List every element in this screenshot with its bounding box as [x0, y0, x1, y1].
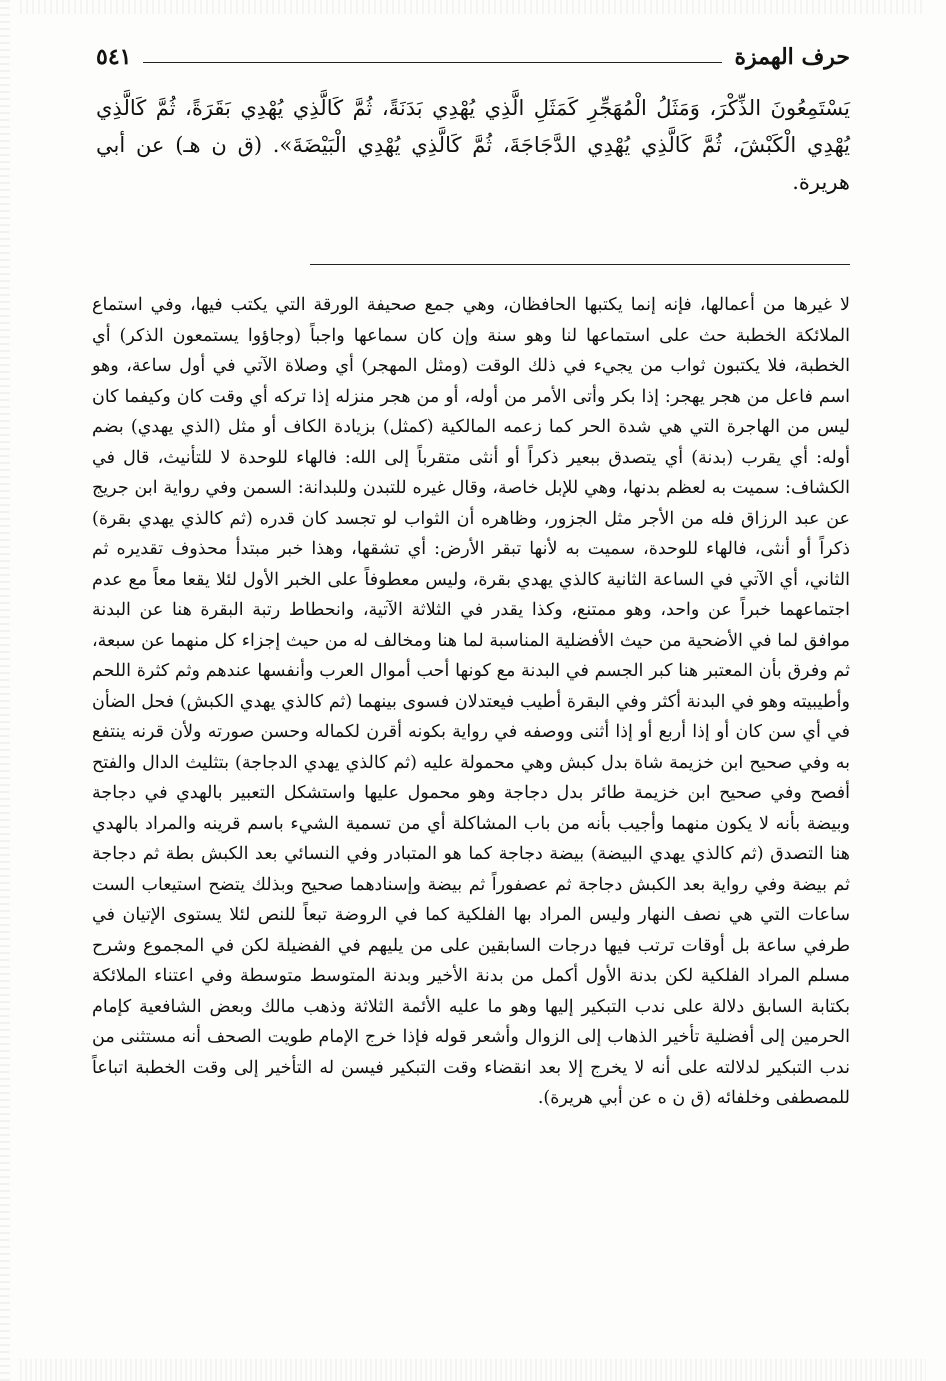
hadith-text-block	[96, 90, 850, 201]
footnote-separator	[310, 264, 850, 265]
scan-edge-top	[20, 0, 926, 14]
commentary-text: لا غيرها من أعمالها، فإنه إنما يكتبها الحافظان، وهي جمع صحيفة الورقة التي يكتب فيها، وفي استماع الملائكة الخطبة حث على استماعها لنا وهو سنة وإن كان سماعها واجباً (وجاؤوا يستمعون الذكر) أي الخطبة، فلا يكتبون ثواب من يجيء في ذلك الوقت (ومثل المهجر) أي وصلاة الآتي في أول ساعة، وهو اسم فاعل من هجر يهجر: إذا بكر وأتى الأمر من أوله، أو من هجر منزله إذا تركه أي وقت كان وكيفما كان ليس من الهاجرة التي هي شدة الحر كما زعمه المالكية (كمثل) بزيادة الكاف أو مثل (الذي يهدي) بضم أوله: أي يقرب (بدنة) أي يتصدق ببعير ذكراً أو أنثى متقرباً إلى الله: فالهاء للوحدة لا للتأنيث، قال في الكشاف: سميت به لعظم بدنها، وهي للإبل خاصة، وقال غيره للتبدن وللبدانة: السمن وفي رواية ابن جريج عن عبد الرزاق فله من الأجر مثل الجزور، وظاهره أن الثواب لو تجسد كان قدره (ثم كالذي يهدي بقرة) ذكراً أو أنثى، فالهاء للوحدة، سميت به لأنها تبقر الأرض: أي تشقها، وهذا خبر مبتدأ محذوف تقديره ثم الثاني، أي الآتي في الساعة الثانية كالذي يهدي بقرة، وليس معطوفاً على الخبر الأول لئلا يقعا معاً مع عدم اجتماعهما خبراً عن واحد، وهو ممتنع، وكذا يقدر في الثلاثة الآتية، وانحطاط رتبة البقرة هنا عن البدنة موافق لما في الأضحية من حيث الأفضلية المناسبة لما هنا ومخالف له من حيث إجزاء كل منهما عن سبعة، ثم وفرق بأن المعتبر هنا كبر الجسم في البدنة مع كونها أحب أموال العرب وأنفسها عندهم وثم كثرة اللحم وأطيبيته وهو في البدنة أكثر وفي البقرة أطيب فيعتدلان فسوى بينهما (ثم كالذي يهدي الكبش) فحل الضأن في أي سن كان أو إذا أربع أو إذا أثنى ووصفه في رواية بكونه أقرن لكماله وحسن صورته ولأن قرنه ينتفع به وفي صحيح ابن خزيمة شاة بدل كبش وهي محمولة عليه (ثم كالذي يهدي الدجاجة) بتثليث الدال والفتح أفصح وفي صحيح ابن خزيمة طائر بدل دجاجة وهو محمول عليها واستشكل التعبير بالهدي في دجاجة وبيضة بأنه لا يكون منهما وأجيب بأنه من باب المشاكلة أي من تسمية الشيء باسم قرينه والمراد بالهدي هنا التصدق (ثم كالذي يهدي البيضة) بيضة دجاجة كما هو المتبادر وفي النسائي بعد الكبش بطة ثم دجاجة ثم بيضة وفي رواية بعد الكبش دجاجة ثم عصفوراً ثم بيضة وإسنادهما صحيح وبذلك يتضح استيعاب الست ساعات التي هي نصف النهار وليس المراد بها الفلكية كما في الروضة تبعاً للنص لئلا يستوى الإتيان في طرفي ساعة بل أوقات ترتب فيها درجات السابقين على من يليهم في الفضيلة لكن في المجموع وشرح مسلم المراد الفلكية لكن بدنة الأول أكمل من بدنة الأخير وبدنة المتوسط متوسطة وفي اعتناء الملائكة بكتابة السابق دلالة على ندب التبكير إليها وهو ما عليه الأئمة الثلاثة وذهب مالك وبعض الشافعية كإمام الحرمين إلى أفضلية تأخير الذهاب إلى الزوال وأشعر قوله فإذا خرج الإمام طويت الصحف أنه مستثنى من ندب التبكير لدلالته على أنه لا يخرج إلا بعد انقضاء وقت التبكير فيسن له التأخير إلى وقت الخطبة اتباعاً للمصطفى وخلفائه (ق ن ه عن أبي هريرة).	[92, 295, 850, 1108]
scan-edge-bottom	[20, 1359, 926, 1381]
scan-edge-left	[0, 0, 10, 1381]
running-header	[96, 40, 850, 74]
header-title: حرف الهمزة	[734, 44, 850, 70]
commentary-block	[92, 290, 850, 1114]
header-rule	[143, 62, 722, 63]
page-number: ٥٤١	[96, 44, 132, 70]
hadith-text: يَسْتَمِعُونَ الذِّكْرَ، وَمَثَلُ الْمُهَجِّرِ كَمَثَلِ الَّذِي يُهْدِي بَدَنَةً، ثُمَّ كَالَّذِي يُهْدِي بَقَرَةً، ثُمَّ كَالَّذِي يُهْدِي الْكَبْشَ، ثُمَّ كَالَّذِي يُهْدِي الدَّجَاجَةَ، ثُمَّ كَالَّذِي يُهْدِي الْبَيْضَةَ». (ق ن هـ) عن أبي هريرة.	[96, 96, 850, 194]
